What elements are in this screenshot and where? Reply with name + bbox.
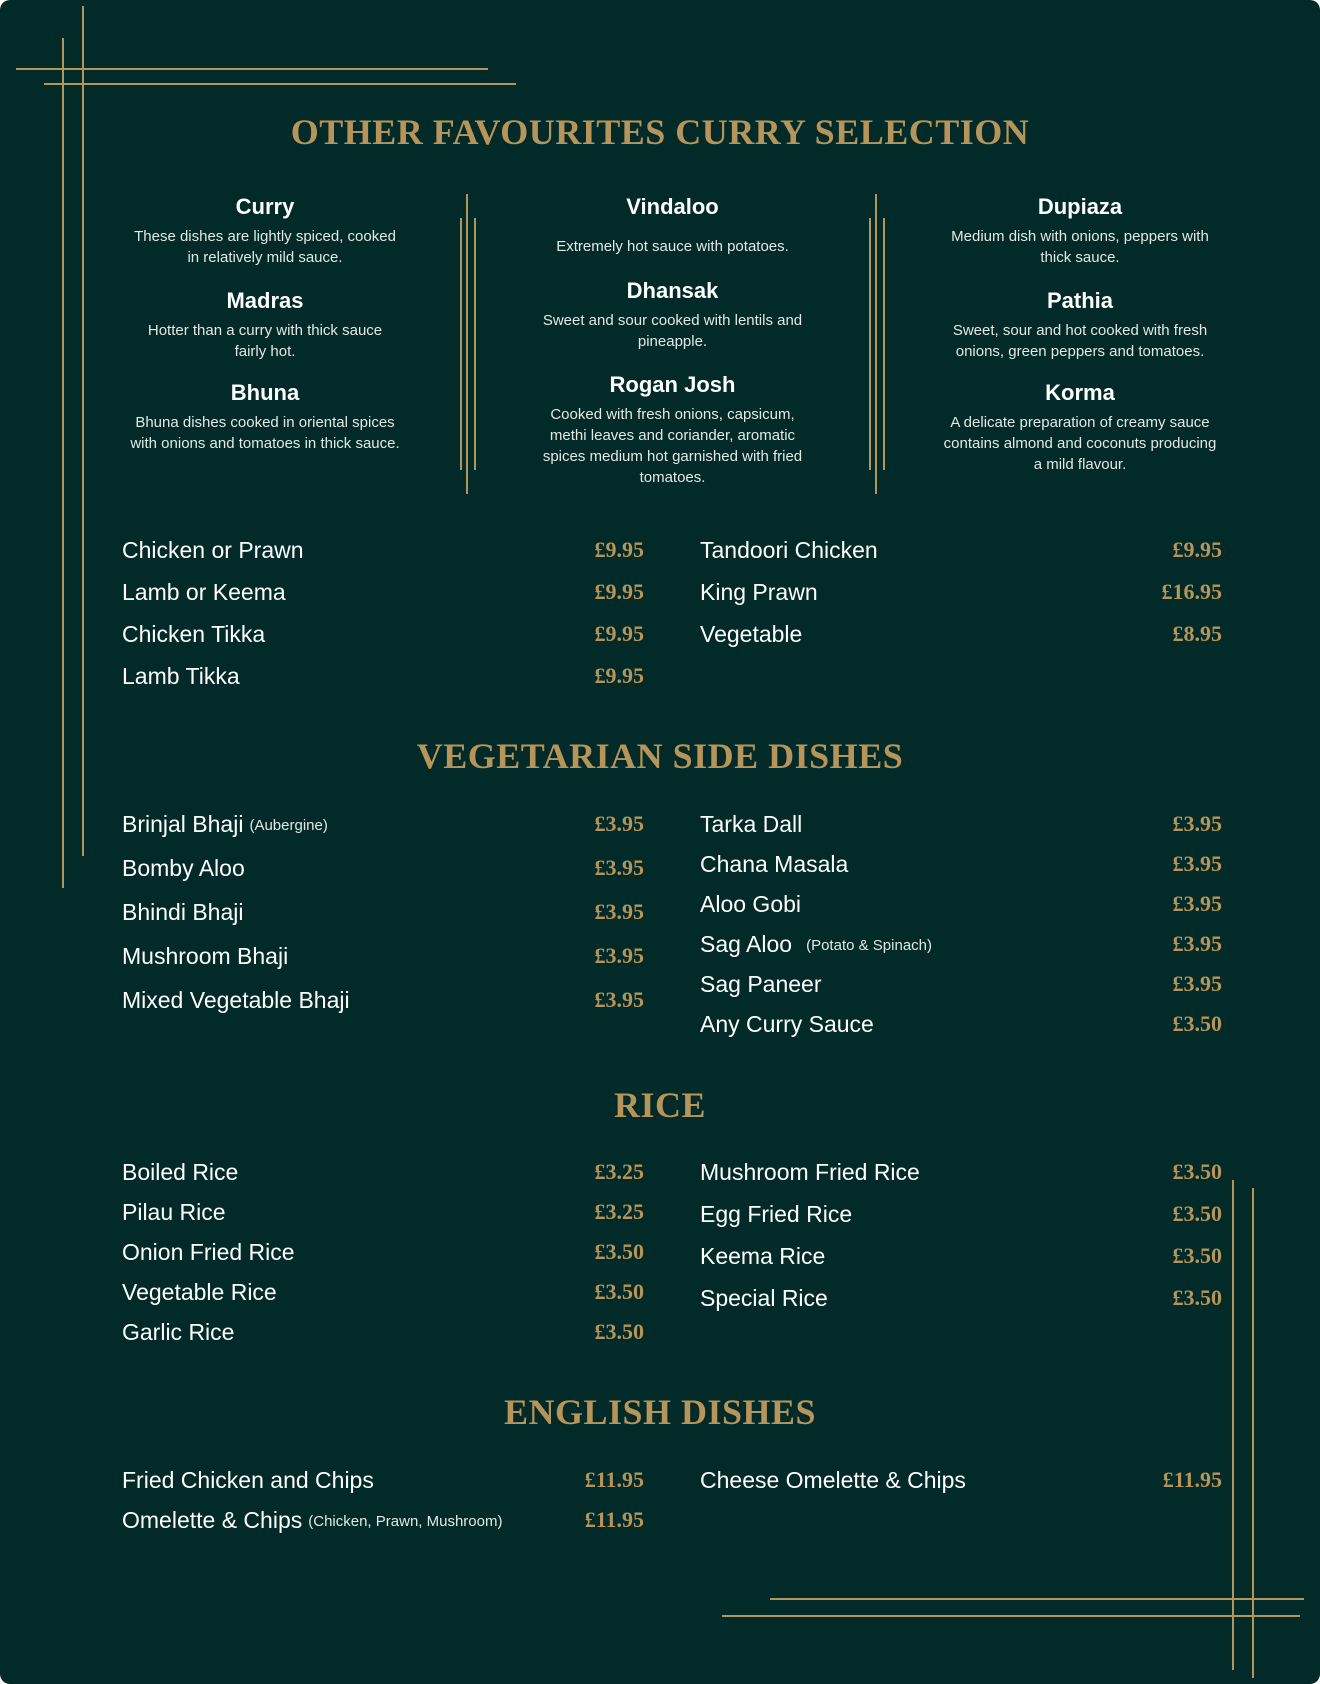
item-name: Lamb or Keema [122,579,286,605]
item-name: Tarka Dall [700,811,803,837]
item-name: Keema Rice [700,1243,826,1269]
column-divider [466,194,468,494]
menu-item [700,577,1222,607]
curry-type-description: Medium dish with onions, peppers with thick sauce. [951,228,1209,266]
item-name: Chicken or Prawn [122,537,304,563]
menu-item [122,577,644,607]
item-name: Special Rice [700,1285,828,1311]
veg-section-title: VEGETARIAN SIDE DISHES [416,736,904,776]
item-name: Onion Fried Rice [122,1239,295,1265]
item-price: £9.95 [594,621,644,646]
item-name: Egg Fried Rice [700,1201,853,1227]
menu-item [700,889,1222,919]
menu-item [700,1157,1222,1187]
item-price: £9.95 [594,579,644,604]
item-name: Omelette & Chips (Chicken, Prawn, Mushroom) [122,1507,503,1533]
item-price: £3.25 [594,1159,644,1184]
curry-type-name: Dhansak [626,278,719,303]
item-name: Garlic Rice [122,1319,235,1345]
item-price: £9.95 [594,537,644,562]
menu-item [700,929,1222,959]
item-price: £9.95 [594,663,644,688]
menu-item [122,535,644,565]
menu-item [700,849,1222,879]
item-price: £3.95 [594,899,644,924]
menu-item [122,661,644,691]
corner-line [1252,1188,1254,1678]
curry-type-description: These dishes are lightly spiced, cooked in relatively mild sauce. [134,228,396,266]
menu-item [700,969,1222,999]
menu-item [122,985,644,1015]
item-note: (Chicken, Prawn, Mushroom) [308,1513,503,1530]
item-price: £11.95 [584,1467,644,1492]
item-price: £3.95 [594,811,644,836]
item-name: Cheese Omelette & Chips [700,1467,966,1493]
menu-item [122,1197,644,1227]
menu-item [122,809,644,839]
item-name: Bhindi Bhaji [122,899,244,925]
item-note: (Potato & Spinach) [806,937,932,954]
menu-item [700,809,1222,839]
menu-item [122,1317,644,1347]
curry-type-name: Vindaloo [626,194,719,219]
item-price: £3.95 [1172,931,1222,956]
item-price: £3.50 [594,1239,644,1264]
item-price: £3.95 [1172,971,1222,996]
item-name: Aloo Gobi [700,891,802,917]
item-name: Fried Chicken and Chips [122,1467,374,1493]
item-price: £3.95 [1172,891,1222,916]
menu-item [700,1199,1222,1229]
item-name: Boiled Rice [122,1159,239,1185]
curry-type-name: Bhuna [230,380,300,405]
curry-type-name: Rogan Josh [609,372,736,397]
corner-line [770,1598,1304,1600]
menu-item [122,1237,644,1267]
corner-line [44,83,516,85]
curry-section-title: OTHER FAVOURITES CURRY SELECTION [290,112,1030,152]
column-divider [460,218,462,470]
item-price: £3.50 [1172,1011,1222,1036]
curry-type [535,194,810,257]
item-price: £3.50 [594,1319,644,1344]
item-price: £3.50 [1172,1285,1222,1310]
column-divider [875,194,877,494]
item-name: Mushroom Fried Rice [700,1159,920,1185]
rice-section-title: RICE [613,1085,707,1125]
menu-item [122,941,644,971]
item-price: £3.95 [594,987,644,1012]
column-divider [883,218,885,470]
curry-type [940,288,1220,362]
menu-item [122,1505,644,1535]
item-price: £9.95 [1172,537,1222,562]
curry-type-name: Curry [235,194,295,219]
curry-type [940,194,1220,268]
curry-type [535,372,810,488]
item-price: £3.50 [1172,1243,1222,1268]
curry-type [940,380,1220,475]
curry-type-description: Hotter than a curry with thick sauce fairly hot. [147,322,383,360]
item-price: £16.95 [1161,579,1222,604]
item-name: Tandoori Chicken [700,537,878,563]
item-name: Pilau Rice [122,1199,226,1225]
menu-item [122,1277,644,1307]
curry-type [130,194,400,268]
item-price: £8.95 [1172,621,1222,646]
item-price: £3.95 [594,943,644,968]
menu-item [122,1157,644,1187]
curry-type-description: Cooked with fresh onions, capsicum, methi leaves and coriander, aromatic spices medium hot garnished with fried tomatoes. [542,406,803,486]
menu-item [122,897,644,927]
item-name: Brinjal Bhaji (Aubergine) [122,811,328,837]
item-price: £11.95 [1162,1467,1222,1492]
curry-type-name: Madras [226,288,304,313]
menu-item [122,619,644,649]
curry-type-description: Sweet and sour cooked with lentils and pineapple. [542,312,803,350]
item-name: Chicken Tikka [122,621,266,647]
curry-type [130,380,400,454]
corner-line [16,68,488,70]
item-name: Bomby Aloo [122,855,245,881]
curry-type-name: Korma [1045,380,1115,405]
menu-item [122,1465,644,1495]
item-price: £11.95 [584,1507,644,1532]
item-note: (Aubergine) [249,817,328,834]
item-name: Mushroom Bhaji [122,943,289,969]
item-name: Sag Paneer [700,971,822,997]
item-name: Any Curry Sauce [700,1011,874,1037]
item-name: Sag Aloo (Potato & Spinach) [700,931,932,957]
corner-line [722,1615,1300,1617]
menu-item [700,619,1222,649]
item-name: Mixed Vegetable Bhaji [122,987,350,1013]
menu-item [700,1009,1222,1039]
english-section-title: ENGLISH DISHES [503,1392,817,1432]
column-divider [474,218,476,470]
curry-type-description: Extremely hot sauce with potatoes. [556,238,789,255]
item-name: King Prawn [700,579,818,605]
item-name: Vegetable [700,621,803,647]
curry-type-name: Pathia [1046,288,1114,313]
menu-item [122,853,644,883]
menu-item [700,535,1222,565]
item-price: £3.95 [594,855,644,880]
item-name: Chana Masala [700,851,849,877]
menu-item [700,1465,1222,1495]
item-price: £3.25 [594,1199,644,1224]
item-price: £3.50 [1172,1201,1222,1226]
item-price: £3.50 [1172,1159,1222,1184]
curry-type [130,288,400,362]
item-price: £3.50 [594,1279,644,1304]
menu-item [700,1283,1222,1313]
item-price: £3.95 [1172,811,1222,836]
curry-type [535,278,810,352]
menu-item [700,1241,1222,1271]
curry-type-description: A delicate preparation of creamy sauce contains almond and coconuts producing a mild flavour. [943,414,1217,473]
curry-type-description: Bhuna dishes cooked in oriental spices with onions and tomatoes in thick sauce. [130,414,400,452]
column-divider [869,218,871,470]
item-price: £3.95 [1172,851,1222,876]
item-name: Lamb Tikka [122,663,240,689]
curry-type-description: Sweet, sour and hot cooked with fresh onions, green peppers and tomatoes. [952,322,1208,360]
item-name: Vegetable Rice [122,1279,277,1305]
curry-type-name: Dupiaza [1037,194,1123,219]
